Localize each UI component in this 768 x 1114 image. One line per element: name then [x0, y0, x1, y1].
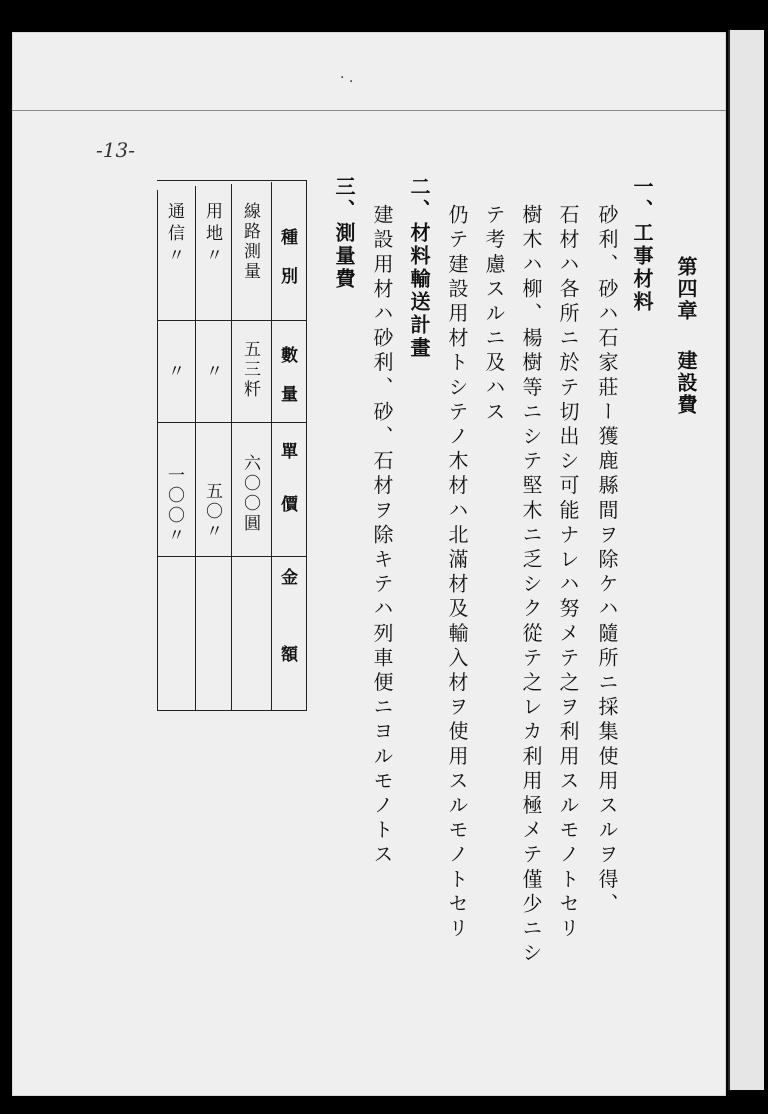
- row3-unit-price: 一〇〇〃: [164, 466, 184, 546]
- header-unit-price: 單價: [277, 442, 297, 548]
- row1-unit-price: 六〇〇圓: [240, 454, 260, 534]
- body-line: 樹木ハ柳、楊樹等ニシテ堅木ニ乏シク從テ之レカ利用極メテ僅少ニシ: [519, 204, 543, 967]
- survey-cost-table: [145, 150, 307, 722]
- chapter-title: 建設費: [674, 350, 698, 416]
- row2-kind: 用地〃: [202, 202, 222, 268]
- top-marks: · .: [340, 70, 354, 86]
- table-separator: [231, 184, 232, 710]
- row2-quantity: 〃: [202, 362, 222, 382]
- section-heading-3: 三、測量費: [332, 176, 356, 291]
- table-border-left: [157, 190, 158, 710]
- table-border-top: [157, 180, 307, 181]
- table-separator: [157, 320, 307, 321]
- body-line: 仍テ建設用材トシテノ木材ハ北滿材及輸入材ヲ使用スルモノトセリ: [445, 204, 469, 942]
- header-kind: 種別: [277, 228, 297, 306]
- body-line: 石材ハ各所ニ於テ切出シ可能ナレハ努メテ之ヲ利用スルモノトセリ: [556, 204, 580, 942]
- table-separator: [157, 556, 307, 557]
- table-separator: [195, 186, 196, 710]
- page-number: -13-: [96, 138, 135, 162]
- section-heading-1: 一、工事材料: [630, 176, 654, 314]
- row3-kind: 通信〃: [164, 202, 184, 268]
- table-separator: [271, 182, 272, 710]
- row2-unit-price: 五〇〃: [202, 482, 222, 542]
- chapter-number: 第四章: [674, 256, 698, 322]
- body-line: テ考慮スルニ及ハス: [482, 204, 506, 426]
- header-quantity: 數量: [277, 346, 297, 424]
- chapter-heading: [672, 256, 701, 416]
- body-line: 建設用材ハ砂利、砂、石材ヲ除キテハ列車便ニヨルモノトス: [370, 204, 394, 869]
- body-line: 砂利、砂ハ石家莊ー獲鹿縣間ヲ除ケハ隨所ニ採集使用スルヲ得、: [595, 204, 619, 918]
- section-heading-2: 二、材料輸送計畫: [407, 176, 431, 360]
- header-amount: 金額: [277, 568, 297, 722]
- row3-quantity: 〃: [164, 362, 184, 382]
- row1-quantity: 五三粁: [240, 340, 260, 400]
- table-border-right: [306, 180, 307, 710]
- row1-kind: 線路測量: [240, 202, 260, 282]
- top-rule: [12, 110, 726, 111]
- adjacent-page-edge: [728, 30, 764, 1090]
